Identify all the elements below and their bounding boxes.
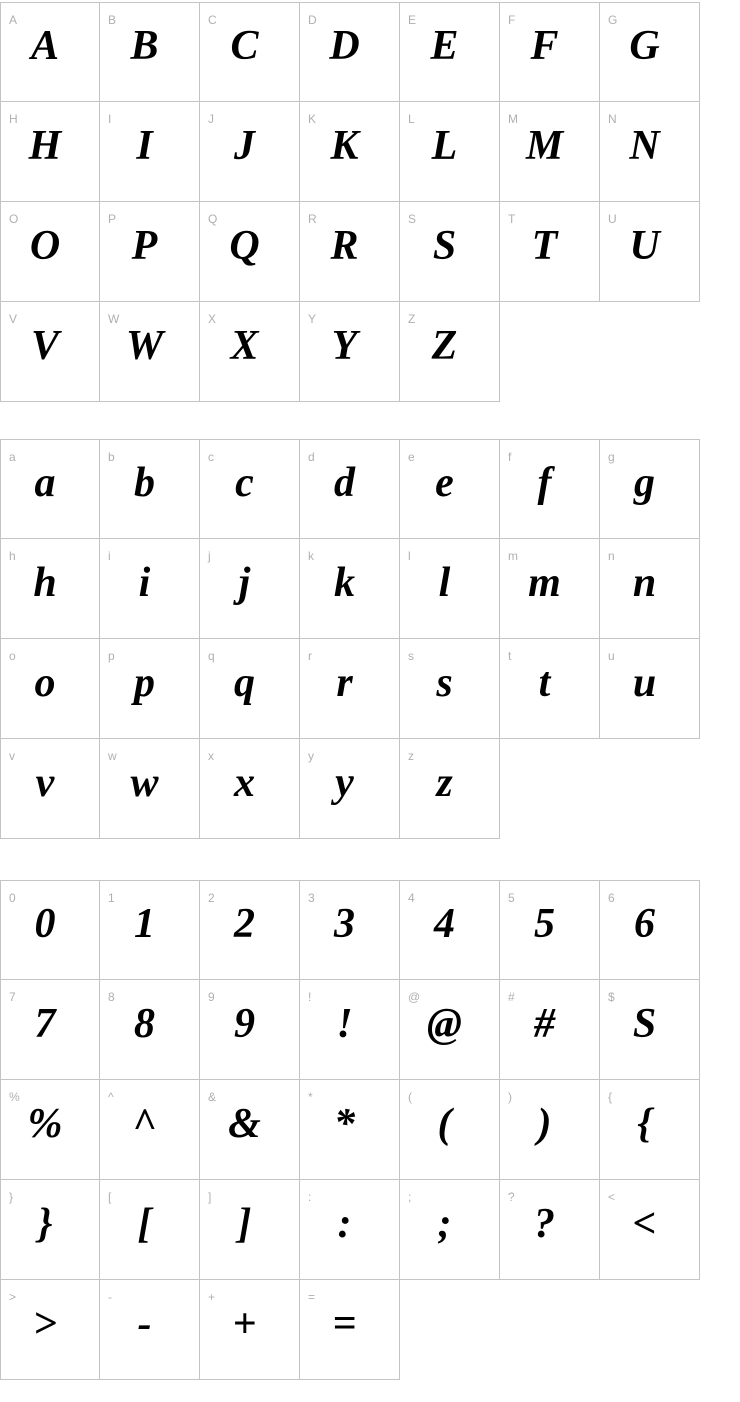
cell-glyph: S [632, 1000, 657, 1047]
glyph-cell [200, 1080, 300, 1180]
cell-character-label: g [608, 450, 615, 464]
glyph-cell [400, 439, 500, 539]
cell-character-label: c [208, 450, 214, 464]
glyph-cell [100, 202, 200, 302]
cell-character-label: X [208, 312, 217, 326]
glyph-row [0, 639, 740, 739]
cell-glyph: 8 [134, 1000, 155, 1047]
cell-character-label: R [308, 212, 317, 226]
cell-character-label: Y [308, 312, 317, 326]
cell-glyph: q [234, 659, 255, 706]
cell-glyph: 1 [134, 901, 155, 947]
cell-character-label: ? [508, 1190, 515, 1204]
glyph-cell [0, 202, 100, 302]
cell-character-label: G [608, 13, 618, 27]
glyph-cell [200, 639, 300, 739]
glyph-cell [400, 639, 500, 739]
cell-character-label: m [508, 549, 518, 563]
glyph-cell [0, 739, 100, 839]
cell-character-label: o [9, 649, 16, 663]
cell-character-label: ) [508, 1090, 512, 1104]
cell-character-label: 1 [108, 891, 115, 905]
glyph-cell [100, 302, 200, 402]
cell-glyph: ^ [132, 1100, 157, 1147]
cell-character-label: # [508, 990, 515, 1004]
glyph-cell [300, 1180, 400, 1280]
cell-character-label: Z [408, 312, 416, 326]
font-character-map [0, 2, 740, 1380]
glyph-row [0, 1280, 740, 1380]
glyph-cell [100, 1180, 200, 1280]
glyph-row [0, 202, 740, 302]
cell-character-label: Q [208, 212, 218, 226]
cell-glyph: M [525, 122, 564, 169]
glyph-cell [500, 639, 600, 739]
cell-glyph: Z [431, 322, 458, 369]
cell-glyph: 5 [534, 901, 555, 947]
cell-character-label: L [408, 112, 415, 126]
glyph-cell [600, 439, 700, 539]
cell-character-label: D [308, 13, 317, 27]
cell-glyph: } [37, 1200, 53, 1247]
cell-glyph: % [27, 1100, 63, 1147]
cell-glyph: U [629, 222, 660, 269]
cell-character-label: & [208, 1090, 217, 1104]
cell-glyph: S [432, 222, 457, 269]
cell-glyph: z [436, 759, 453, 806]
cell-glyph: 2 [234, 901, 255, 947]
cell-glyph: m [528, 559, 561, 606]
cell-character-label: 3 [308, 891, 315, 905]
glyph-cell [400, 202, 500, 302]
cell-glyph: ? [534, 1200, 555, 1247]
glyph-row [0, 439, 740, 539]
cell-character-label: [ [108, 1190, 112, 1204]
glyph-cell [100, 739, 200, 839]
cell-character-label: 0 [9, 891, 16, 905]
glyph-cell [100, 539, 200, 639]
glyph-row [0, 980, 740, 1080]
cell-character-label: t [508, 649, 512, 663]
glyph-row [0, 539, 740, 639]
glyph-cell [200, 2, 300, 102]
glyph-cell [600, 539, 700, 639]
glyph-cell [600, 1080, 700, 1180]
cell-character-label: 9 [208, 990, 215, 1004]
glyph-cell [500, 102, 600, 202]
glyph-cell [300, 539, 400, 639]
cell-character-label: k [308, 549, 314, 563]
cell-character-label: f [508, 450, 512, 464]
cell-glyph: : [337, 1200, 352, 1247]
glyph-cell [500, 439, 600, 539]
digits-symbols-section [0, 880, 740, 1380]
cell-glyph: J [234, 122, 255, 169]
cell-character-label: J [208, 112, 214, 126]
glyph-cell [200, 102, 300, 202]
cell-glyph: ! [336, 1000, 353, 1047]
cell-glyph: C [230, 23, 259, 69]
cell-glyph: ) [537, 1100, 552, 1147]
glyph-cell [400, 739, 500, 839]
cell-character-label: = [308, 1290, 316, 1304]
cell-character-label: ] [208, 1190, 212, 1204]
cell-glyph: 6 [634, 901, 655, 947]
glyph-cell [0, 2, 100, 102]
cell-character-label: F [508, 13, 516, 27]
cell-glyph: # [534, 1000, 555, 1047]
cell-character-label: 5 [508, 891, 515, 905]
glyph-cell [200, 539, 300, 639]
cell-character-label: A [9, 13, 18, 27]
glyph-cell [200, 1280, 300, 1380]
glyph-row [0, 1080, 740, 1180]
cell-glyph: 9 [234, 1000, 255, 1047]
cell-character-label: 2 [208, 891, 215, 905]
glyph-cell [200, 1180, 300, 1280]
cell-character-label: b [108, 450, 115, 464]
cell-character-label: 7 [9, 990, 16, 1004]
cell-character-label: P [108, 212, 117, 226]
cell-glyph: i [138, 559, 151, 606]
glyph-cell [0, 980, 100, 1080]
cell-character-label: * [308, 1090, 313, 1104]
cell-glyph: E [430, 23, 459, 69]
cell-character-label: r [308, 649, 312, 663]
glyph-cell [0, 880, 100, 980]
glyph-cell [300, 439, 400, 539]
cell-character-label: $ [608, 990, 615, 1004]
glyph-cell [0, 302, 100, 402]
glyph-cell [200, 739, 300, 839]
cell-glyph: p [134, 659, 155, 706]
cell-character-label: B [108, 13, 117, 27]
glyph-cell [200, 302, 300, 402]
cell-glyph: > [33, 1300, 57, 1347]
cell-glyph: t [538, 659, 551, 706]
cell-character-label: T [508, 212, 516, 226]
cell-glyph: & [228, 1100, 261, 1147]
cell-glyph: e [435, 460, 454, 506]
cell-glyph: X [230, 322, 259, 369]
glyph-cell [300, 2, 400, 102]
cell-glyph: r [336, 659, 353, 706]
cell-glyph: a [34, 460, 56, 506]
uppercase-section [0, 2, 740, 402]
cell-character-label: % [9, 1090, 20, 1104]
glyph-cell [300, 639, 400, 739]
cell-glyph: A [30, 23, 59, 69]
cell-character-label: U [608, 212, 617, 226]
glyph-cell [100, 980, 200, 1080]
cell-glyph: { [637, 1100, 652, 1147]
cell-glyph: H [28, 122, 62, 169]
cell-character-label: u [608, 649, 615, 663]
glyph-cell [0, 102, 100, 202]
cell-character-label: < [608, 1190, 616, 1204]
cell-character-label: ( [408, 1090, 412, 1104]
cell-character-label: N [608, 112, 617, 126]
glyph-cell [0, 539, 100, 639]
cell-glyph: K [330, 122, 359, 169]
cell-character-label: { [608, 1090, 613, 1104]
cell-glyph: l [438, 559, 451, 606]
cell-character-label: i [108, 549, 111, 563]
cell-character-label: d [308, 450, 315, 464]
cell-character-label: } [9, 1190, 14, 1204]
glyph-row [0, 880, 740, 980]
cell-glyph: P [131, 222, 158, 269]
glyph-cell [100, 1280, 200, 1380]
glyph-cell [300, 1080, 400, 1180]
glyph-cell [300, 102, 400, 202]
glyph-cell [100, 102, 200, 202]
glyph-cell [200, 439, 300, 539]
cell-glyph: b [134, 460, 155, 506]
cell-glyph: R [330, 222, 359, 269]
cell-glyph: y [335, 759, 354, 806]
cell-character-label: V [9, 312, 18, 326]
cell-glyph: 7 [34, 1000, 56, 1047]
cell-glyph: @ [427, 1000, 462, 1047]
lowercase-section [0, 439, 740, 839]
cell-glyph: N [629, 122, 660, 169]
cell-character-label: + [208, 1290, 216, 1304]
cell-glyph: v [35, 759, 55, 806]
cell-character-label: n [608, 549, 615, 563]
glyph-cell [100, 2, 200, 102]
glyph-cell [400, 2, 500, 102]
glyph-cell [100, 880, 200, 980]
glyph-cell [200, 880, 300, 980]
cell-glyph: I [136, 122, 153, 169]
cell-character-label: ! [308, 990, 312, 1004]
cell-glyph: O [29, 222, 61, 269]
cell-glyph: h [33, 559, 57, 606]
cell-glyph: < [632, 1200, 657, 1247]
cell-glyph: T [531, 222, 558, 269]
cell-character-label: H [9, 112, 18, 126]
glyph-cell [400, 1180, 500, 1280]
cell-character-label: : [308, 1190, 312, 1204]
glyph-cell [300, 1280, 400, 1380]
cell-character-label: @ [408, 990, 421, 1004]
cell-glyph: 3 [334, 901, 355, 947]
glyph-cell [500, 980, 600, 1080]
cell-glyph: W [125, 322, 164, 369]
glyph-cell [400, 302, 500, 402]
glyph-cell [300, 739, 400, 839]
glyph-cell [500, 1080, 600, 1180]
glyph-cell [300, 202, 400, 302]
glyph-row [0, 102, 740, 202]
cell-character-label: ; [408, 1190, 412, 1204]
glyph-cell [0, 639, 100, 739]
cell-glyph: V [30, 322, 59, 369]
cell-character-label: - [108, 1290, 112, 1304]
cell-glyph: c [235, 460, 254, 506]
glyph-cell [200, 202, 300, 302]
glyph-cell [300, 880, 400, 980]
glyph-cell [300, 980, 400, 1080]
cell-glyph: ; [437, 1200, 452, 1247]
cell-character-label: ^ [108, 1090, 114, 1104]
glyph-cell [0, 1280, 100, 1380]
cell-character-label: y [308, 749, 314, 763]
cell-glyph: ] [237, 1200, 252, 1247]
glyph-cell [200, 980, 300, 1080]
glyph-cell [100, 439, 200, 539]
glyph-cell [100, 1080, 200, 1180]
glyph-cell [500, 880, 600, 980]
cell-character-label: l [408, 549, 411, 563]
glyph-cell [400, 1080, 500, 1180]
glyph-cell [600, 202, 700, 302]
cell-character-label: E [408, 13, 417, 27]
cell-character-label: S [408, 212, 417, 226]
cell-character-label: O [9, 212, 19, 226]
glyph-cell [600, 2, 700, 102]
cell-character-label: j [208, 549, 211, 563]
glyph-cell [600, 639, 700, 739]
cell-character-label: 6 [608, 891, 615, 905]
glyph-cell [100, 639, 200, 739]
cell-glyph: d [334, 460, 355, 506]
glyph-cell [500, 1180, 600, 1280]
cell-character-label: e [408, 450, 415, 464]
cell-glyph: G [629, 23, 660, 69]
glyph-cell [400, 880, 500, 980]
cell-glyph: F [530, 23, 559, 69]
glyph-cell [600, 980, 700, 1080]
cell-glyph: s [436, 659, 453, 706]
cell-character-label: v [9, 749, 15, 763]
cell-glyph: D [329, 23, 360, 69]
cell-glyph: 4 [434, 901, 455, 947]
cell-glyph: L [431, 122, 458, 169]
cell-glyph: B [130, 23, 159, 69]
glyph-cell [400, 539, 500, 639]
glyph-cell [500, 539, 600, 639]
cell-glyph: 0 [34, 901, 56, 947]
cell-glyph: [ [137, 1200, 152, 1247]
glyph-row [0, 302, 740, 402]
glyph-cell [400, 102, 500, 202]
glyph-row [0, 2, 740, 102]
cell-glyph: * [334, 1100, 355, 1147]
glyph-cell [600, 1180, 700, 1280]
cell-character-label: x [208, 749, 214, 763]
cell-glyph: k [334, 559, 355, 606]
cell-glyph: o [34, 659, 56, 706]
cell-character-label: 4 [408, 891, 415, 905]
cell-character-label: a [9, 450, 16, 464]
cell-character-label: 8 [108, 990, 115, 1004]
glyph-cell [500, 202, 600, 302]
cell-character-label: q [208, 649, 215, 663]
glyph-cell [600, 102, 700, 202]
cell-glyph: - [137, 1300, 152, 1347]
cell-glyph: u [632, 659, 657, 706]
cell-character-label: h [9, 549, 16, 563]
glyph-row [0, 739, 740, 839]
cell-character-label: W [108, 312, 120, 326]
glyph-cell [600, 880, 700, 980]
glyph-cell [0, 1180, 100, 1280]
cell-glyph: n [632, 559, 657, 606]
cell-glyph: + [232, 1300, 257, 1347]
cell-character-label: I [108, 112, 112, 126]
cell-character-label: p [108, 649, 115, 663]
cell-character-label: K [308, 112, 317, 126]
cell-glyph: j [238, 559, 251, 606]
glyph-row [0, 1180, 740, 1280]
cell-glyph: Q [229, 222, 260, 269]
glyph-cell [300, 302, 400, 402]
cell-glyph: ( [437, 1100, 452, 1147]
cell-character-label: w [108, 749, 117, 763]
glyph-cell [0, 439, 100, 539]
cell-glyph: f [537, 460, 552, 506]
cell-character-label: C [208, 13, 217, 27]
glyph-cell [500, 2, 600, 102]
cell-glyph: w [130, 759, 159, 806]
cell-glyph: x [234, 759, 255, 806]
cell-character-label: M [508, 112, 518, 126]
cell-glyph: g [634, 460, 655, 506]
cell-character-label: s [408, 649, 414, 663]
cell-glyph: = [332, 1300, 357, 1347]
glyph-cell [400, 980, 500, 1080]
cell-character-label: z [408, 749, 414, 763]
cell-glyph: Y [331, 322, 358, 369]
glyph-cell [0, 1080, 100, 1180]
cell-character-label: > [9, 1290, 17, 1304]
